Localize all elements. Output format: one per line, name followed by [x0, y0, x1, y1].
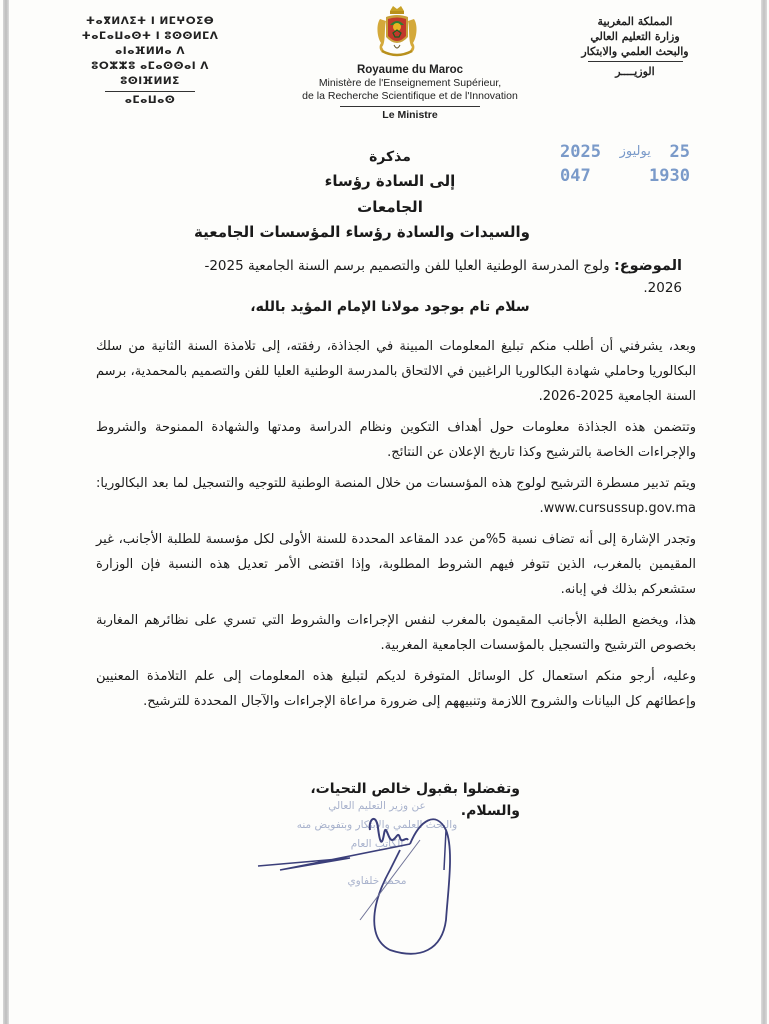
platform-url: www.cursussup.gov.ma	[543, 501, 696, 516]
signature-line: عن وزير التعليم العالي	[328, 800, 426, 812]
letterhead-arabic	[560, 14, 710, 79]
recipients-line: والسيدات والسادة رؤساء المؤسسات الجامعية	[194, 223, 530, 241]
stamp-month: يوليوز	[619, 144, 651, 159]
signature-line: الكاتب العام	[350, 838, 404, 850]
stamp-day: 25	[669, 142, 690, 162]
arabic-title: الوزيــــر	[615, 65, 655, 78]
divider	[340, 106, 480, 107]
letterhead-tifinagh	[60, 14, 240, 108]
body-paragraph: هذا، ويخضع الطلبة الأجانب المقيمون بالمغرب لنفس الإجراءات والشروط التي تسري على نظائرهم المغاربة بخصوص الترشيح والتسجيل بالمؤسسات الجامعية المغربية.	[96, 613, 696, 653]
stamp-ref: 047	[560, 166, 591, 186]
letterhead-french	[270, 63, 550, 122]
stamp-year: 2025	[560, 142, 601, 162]
stamp-ref2: 1930	[649, 166, 690, 186]
recipients-block	[194, 146, 530, 244]
page-edge-right	[761, 0, 767, 1024]
arabic-line: وزارة التعليم العالي	[590, 30, 680, 43]
signature-line: والبحث العلمي والابتكار وبتفويض منه	[296, 819, 458, 831]
letter-body	[96, 334, 696, 720]
closing-line: وتفضلوا بقبول خالص التحيات، والسلام.	[310, 781, 520, 819]
page-edge-left	[3, 0, 9, 1024]
arabic-line: المملكة المغربية	[597, 15, 673, 28]
body-paragraph: ويتم تدبير مسطرة الترشيح لولوج هذه المؤسسات من خلال المنصة الوطنية للتوجيه والتسجيل لما بعد البكالوريا: www.cursussup.gov.ma.	[96, 476, 696, 516]
body-paragraph: وبعد، يشرفني أن أطلب منكم تبليغ المعلومات المبينة في الجذاذة، رفقته، إلى تلامذة السنة الثانية من سلك البكالوريا وحاملي شهادة البكالوريا الراغبين في الالتحاق بالمدرسة الوطنية العليا للفن والتصميم بالمحمدية، برسم السنة الجامعية 2025-2026.	[96, 339, 696, 404]
subject-label: الموضوع:	[613, 258, 682, 274]
tifinagh-title: ⴰⵎⴰⵡⴰⵙ	[124, 94, 176, 106]
subject-text: ولوج المدرسة الوطنية العليا للفن والتصميم برسم السنة الجامعية 2025-2026.	[204, 258, 682, 296]
body-paragraph: وعليه، أرجو منكم استعمال كل الوسائل المتوفرة لديكم لتبليغ هذه المعلومات إلى علم التلامذة المعنيين وإعطائهم كل البيانات والشروح اللازمة وتنبيههم إلى ضرورة مراعاة الإجراءات والآجال المحددة للترشيح.	[96, 669, 696, 709]
subject-line	[170, 255, 682, 299]
ministry-line: de la Recherche Scientifique et de l'Innovation	[302, 90, 518, 102]
coat-of-arms-icon	[368, 3, 426, 61]
tifinagh-line: ⵓⵔⵣⵣⵓ ⴰⵎⴰⵙⵙⴰⵏ ⴷ ⵓⵙⵏⴼⵍⵍⵉ	[91, 60, 209, 87]
date-stamp	[560, 140, 690, 188]
body-paragraph: وتجدر الإشارة إلى أنه تضاف نسبة 5%من عدد المقاعد المحددة للسنة الأولى لكل مؤسسة للطلبة الأجانب، غير المقيمين بالمغرب، الذين تتوفر فيهم الشروط المطلوبة، وإذا اقتضى الأمر تعديل هذه النسبة فإن الوزارة ستشعركم بذلك في إبانه.	[96, 532, 696, 597]
divider	[588, 61, 683, 62]
paragraph-text: ويتم تدبير مسطرة الترشيح لولوج هذه المؤسسات من خلال المنصة الوطنية للتوجيه والتسجيل لما بعد البكالوريا:	[96, 476, 696, 491]
recipients-line: إلى السادة رؤساء الجامعات	[324, 172, 456, 216]
divider	[105, 91, 195, 92]
body-paragraph: وتتضمن هذه الجذاذة معلومات حول أهداف التكوين ونظام الدراسة ومدتها والشهادة الممنوحة والشروط والإجراءات الخاصة بالترشيح وكذا تاريخ الإعلان عن النتائج.	[96, 420, 696, 460]
country-name: Royaume du Maroc	[356, 64, 464, 76]
ministry-line: Ministère de l'Enseignement Supérieur,	[318, 77, 502, 89]
handwritten-signature-icon	[250, 800, 510, 990]
minister-title: Le Ministre	[382, 109, 438, 121]
arabic-line: والبحث العلمي والابتكار	[581, 45, 689, 58]
tifinagh-line: ⵜⴰⵎⴰⵡⴰⵙⵜ ⵏ ⵓⵙⵙⵍⵎⴷ ⴰⵏⴰⴼⵍⵍⴰ ⴷ	[81, 30, 219, 57]
memo-title: مذكرة	[369, 149, 411, 165]
tifinagh-line: ⵜⴰⴳⵍⴷⵉⵜ ⵏ ⵍⵎⵖⵔⵉⴱ	[85, 15, 215, 27]
signatory-name: محمد خلفاوي	[347, 875, 407, 887]
greeting: سلام تام بوجود مولانا الإمام المؤيد بالله،	[250, 299, 530, 315]
